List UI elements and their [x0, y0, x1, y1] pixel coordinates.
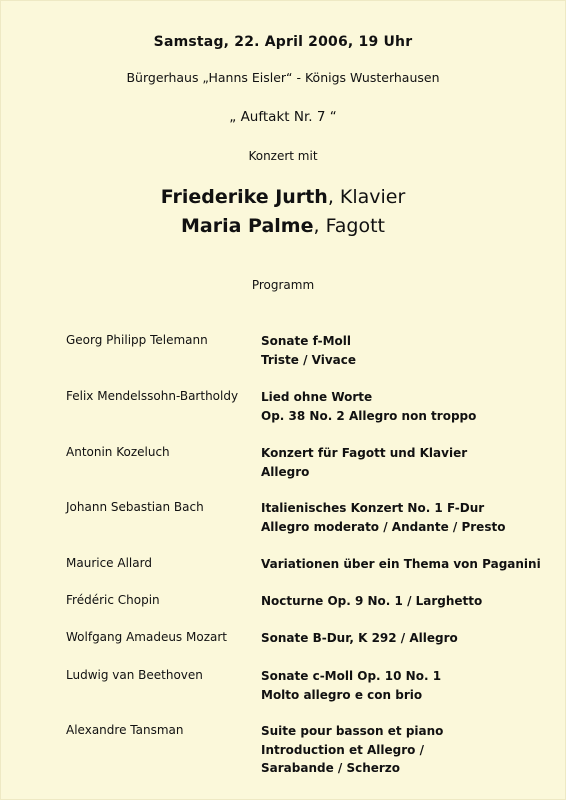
performer-instrument: , Klavier	[327, 186, 406, 208]
program-work-line: Variationen über ein Thema von Paganini	[261, 557, 541, 571]
program-work-line: Nocturne Op. 9 No. 1 / Larghetto	[261, 594, 483, 608]
program-work-line: Italienisches Konzert No. 1 F-Dur	[261, 501, 485, 515]
program-work-line: Op. 38 No. 2 Allegro non troppo	[261, 408, 477, 423]
program-work	[261, 722, 443, 778]
program-work-line: Suite pour basson et piano	[261, 724, 444, 738]
concert-intro: Konzert mit	[248, 149, 318, 163]
program-composer: Frédéric Chopin	[66, 593, 160, 607]
program-work-line: Sarabande / Scherzo	[261, 761, 401, 775]
program-work	[261, 629, 458, 648]
program-work	[261, 499, 505, 536]
concert-series: „ Auftakt Nr. 7 “	[229, 109, 337, 125]
program-work-line: Introduction et Allegro /	[261, 742, 424, 757]
program-composer: Antonin Kozeluch	[66, 445, 170, 459]
program-work-line: Lied ohne Worte	[261, 390, 373, 404]
program-work-line: Konzert für Fagott und Klavier	[261, 446, 468, 460]
program-work	[261, 592, 482, 611]
program-composer: Wolfgang Amadeus Mozart	[66, 630, 227, 644]
performer-2	[0, 215, 566, 237]
performer-name: Maria Palme	[181, 215, 314, 237]
program-work	[261, 332, 356, 369]
program-composer: Maurice Allard	[66, 556, 152, 570]
program-heading: Programm	[251, 278, 315, 292]
program-work-line: Allegro	[261, 464, 310, 479]
program-composer: Ludwig van Beethoven	[66, 668, 203, 682]
performer-name: Friederike Jurth	[160, 186, 328, 208]
program-composer: Georg Philipp Telemann	[66, 333, 208, 347]
program-composer: Felix Mendelssohn-Bartholdy	[66, 389, 239, 403]
concert-venue: Bürgerhaus „Hanns Eisler“ - Königs Wusterhausen	[126, 70, 440, 85]
program-work-line: Allegro moderato / Andante / Presto	[261, 519, 506, 534]
performer-instrument: , Fagott	[313, 215, 385, 237]
program-work	[261, 388, 476, 425]
program-work	[261, 555, 541, 574]
program-work	[261, 667, 441, 704]
program-work-line: Sonate c-Moll Op. 10 No. 1	[261, 669, 442, 683]
concert-date: Samstag, 22. April 2006, 19 Uhr	[153, 34, 413, 50]
program-work	[261, 444, 467, 481]
program-work-line: Molto allegro e con brio	[261, 687, 423, 702]
program-work-line: Sonate f-Moll	[261, 334, 351, 348]
program-work-line: Triste / Vivace	[261, 352, 357, 367]
program-composer: Johann Sebastian Bach	[66, 500, 204, 514]
program-work-line: Sonate B-Dur, K 292 / Allegro	[261, 631, 458, 645]
performer-1	[0, 186, 566, 208]
program-composer: Alexandre Tansman	[66, 723, 184, 737]
